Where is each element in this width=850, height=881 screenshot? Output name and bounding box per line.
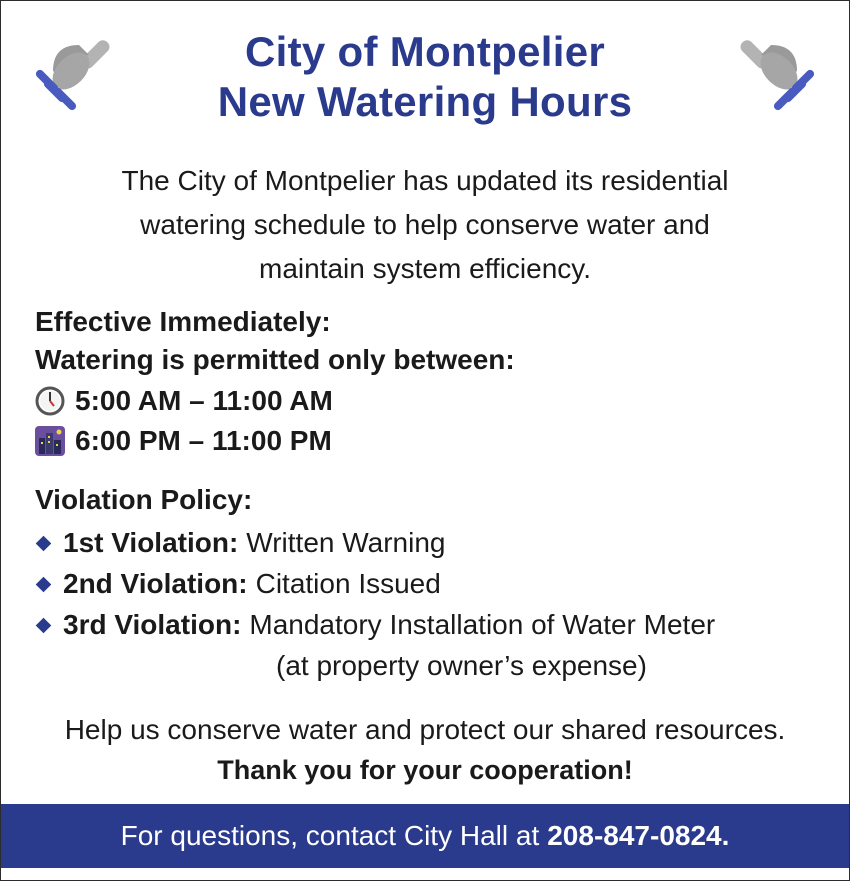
diamond-bullet-icon xyxy=(36,576,52,592)
footer-text: For questions, contact City Hall at xyxy=(120,820,540,851)
page-title xyxy=(1,27,849,127)
title-line-2: New Watering Hours xyxy=(217,78,633,125)
morning-hours: 5:00 AM – 11:00 AM xyxy=(75,385,333,416)
thanks-message: Thank you for your cooperation! xyxy=(217,755,633,785)
intro-line-2: watering schedule to help conserve water and xyxy=(140,209,710,240)
violation-label: 3rd Violation: xyxy=(63,609,242,640)
morning-hours-row xyxy=(35,381,333,421)
violation-label: 2nd Violation: xyxy=(63,568,248,599)
diamond-bullet-icon xyxy=(36,617,52,633)
title-line-1: City of Montpelier xyxy=(244,28,606,75)
diamond-bullet-icon xyxy=(36,535,52,551)
violation-text: Citation Issued xyxy=(255,568,441,599)
evening-hours-row xyxy=(35,421,332,461)
intro-paragraph xyxy=(41,159,809,291)
evening-hours: 6:00 PM – 11:00 PM xyxy=(75,425,332,456)
violation-subtext: (at property owner’s expense) xyxy=(276,650,647,681)
violation-label: 1st Violation: xyxy=(63,527,239,558)
help-message: Help us conserve water and protect our shared resources. xyxy=(64,714,786,745)
intro-line-1: The City of Montpelier has updated its residential xyxy=(121,165,729,196)
violation-heading: Violation Policy: xyxy=(35,484,253,515)
violation-item xyxy=(35,564,441,604)
intro-line-3: maintain system efficiency. xyxy=(259,253,591,284)
violation-item xyxy=(35,523,445,563)
violation-item xyxy=(35,605,715,645)
contact-footer xyxy=(1,804,849,868)
night-city-icon xyxy=(35,426,65,456)
violation-text: Mandatory Installation of Water Meter xyxy=(249,609,716,640)
violation-text: Written Warning xyxy=(246,527,446,558)
permitted-heading: Watering is permitted only between: xyxy=(35,344,515,375)
effective-heading: Effective Immediately: xyxy=(35,306,331,337)
clock-icon xyxy=(35,386,65,416)
phone-number[interactable]: 208-847-0824. xyxy=(547,820,730,851)
